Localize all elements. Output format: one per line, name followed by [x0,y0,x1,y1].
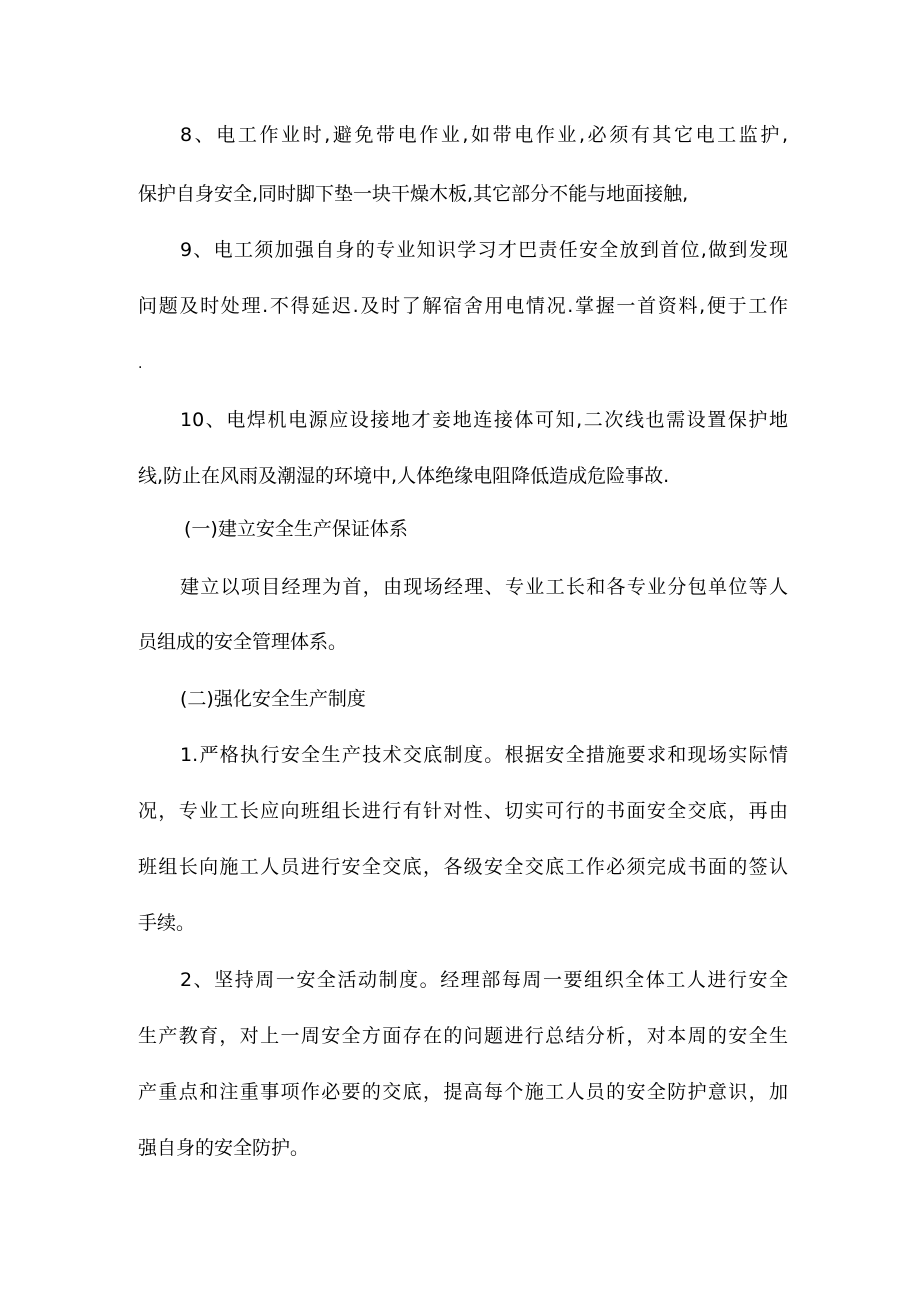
paragraph-10-line-2: 线,防止在风雨及潮湿的环境中,人体绝缘电阻降低造成危险事故. [138,465,670,487]
paragraph-8-line-1: 8、电工作业时,避免带电作业,如带电作业,必须有其它电工监护, [180,124,788,146]
paragraph-rule-2-line-2: 生产教育，对上一周安全方面存在的问题进行总结分析，对本周的安全生 [138,1025,788,1047]
paragraph-9-line-3: . [138,356,143,372]
paragraph-9-line-2: 问题及时处理.不得延迟.及时了解宿舍用电情况.掌握一首资料,便于工作 [138,295,788,317]
paragraph-rule-1-line-2: 况，专业工长应向班组长进行有针对性、切实可行的书面安全交底，再由 [138,800,788,822]
section-heading-1: (一)建立安全生产保证体系 [184,518,408,540]
paragraph-rule-1-line-4: 手续。 [138,912,196,934]
paragraph-system-line-1: 建立以项目经理为首，由现场经理、专业工长和各专业分包单位等人 [180,576,788,598]
paragraph-rule-1-line-3: 班组长向施工人员进行安全交底，各级安全交底工作必须完成书面的签认 [138,856,788,878]
paragraph-rule-2-line-4: 强自身的安全防护。 [138,1137,310,1159]
paragraph-system-line-2: 员组成的安全管理体系。 [138,631,348,653]
paragraph-rule-2-line-3: 产重点和注重事项作必要的交底，提高每个施工人员的安全防护意识，加 [138,1081,788,1103]
paragraph-rule-1-line-1: 1.严格执行安全生产技术交底制度。根据安全措施要求和现场实际情 [180,744,788,766]
section-heading-2: (二)强化安全生产制度 [180,688,366,710]
paragraph-rule-2-line-1: 2、坚持周一安全活动制度。经理部每周一要组织全体工人进行安全 [180,969,788,991]
paragraph-9-line-1: 9、电工须加强自身的专业知识学习才巴责任安全放到首位,做到发现 [180,239,788,261]
paragraph-8-line-2: 保护自身安全,同时脚下垫一块干燥木板,其它部分不能与地面接触, [138,183,689,205]
paragraph-10-line-1: 10、电焊机电源应设接地才妾地连接体可知,二次线也需设置保护地 [180,409,788,431]
